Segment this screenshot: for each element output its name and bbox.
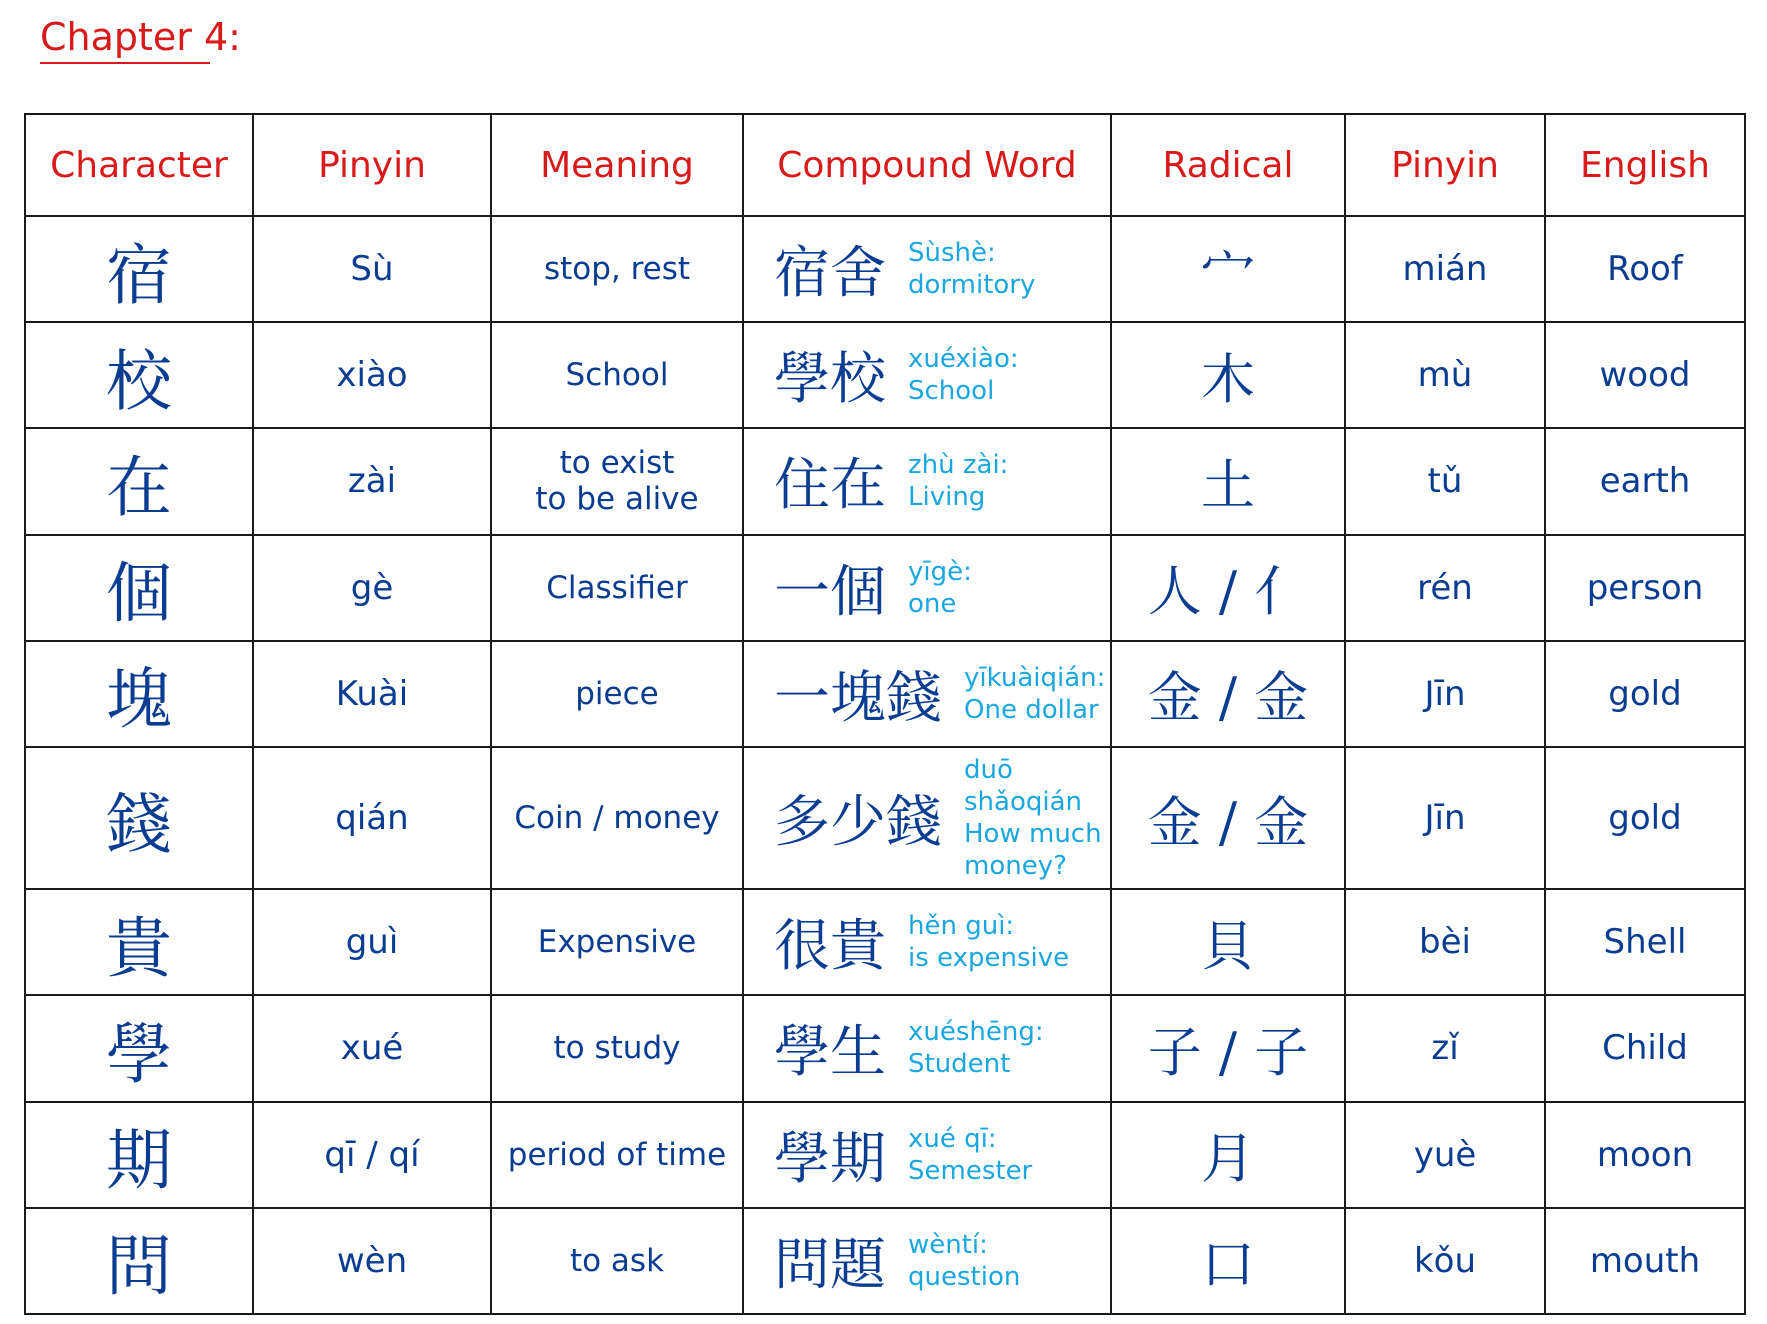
compound-cell	[743, 428, 1111, 534]
compound-group	[750, 335, 1104, 415]
character-cell: 問	[25, 1208, 253, 1314]
meaning-cell: period of time	[491, 1102, 743, 1208]
radical-cell: 人 / 亻	[1111, 535, 1345, 641]
meaning-cell: School	[491, 322, 743, 428]
title-underline	[40, 62, 210, 64]
english-cell: person	[1545, 535, 1745, 641]
compound-gloss	[964, 754, 1104, 882]
table-row	[25, 747, 1745, 889]
table-row	[25, 322, 1745, 428]
radical-pinyin-cell: mù	[1345, 322, 1545, 428]
compound-cell	[743, 641, 1111, 747]
compound-pinyin: xuéshēng:	[908, 1017, 1044, 1048]
meaning-cell: stop, rest	[491, 216, 743, 322]
compound-pinyin: zhù zài:	[908, 450, 1009, 481]
meaning-cell: to study	[491, 995, 743, 1101]
compound-cell	[743, 995, 1111, 1101]
radical-pinyin-cell: rén	[1345, 535, 1545, 641]
radical-cell: 口	[1111, 1208, 1345, 1314]
table-row	[25, 1208, 1745, 1314]
pinyin-cell: qī / qí	[253, 1102, 491, 1208]
compound-meaning: School	[908, 376, 995, 407]
character-cell: 學	[25, 995, 253, 1101]
meaning-cell: Coin / money	[491, 747, 743, 889]
header-row	[25, 114, 1745, 216]
radical-pinyin-cell: mián	[1345, 216, 1545, 322]
compound-cell	[743, 322, 1111, 428]
table-row	[25, 216, 1745, 322]
compound-word: 住在	[774, 453, 886, 519]
english-cell: gold	[1545, 747, 1745, 889]
character-cell: 個	[25, 535, 253, 641]
character-cell: 在	[25, 428, 253, 534]
compound-group	[750, 654, 1104, 734]
compound-meaning: is expensive	[908, 943, 1070, 974]
compound-gloss	[908, 556, 972, 620]
header-character: Character	[25, 114, 253, 216]
compound-word: 一塊錢	[774, 665, 942, 731]
pinyin-cell: Sù	[253, 216, 491, 322]
compound-meaning: One dollar	[964, 694, 1099, 725]
radical-pinyin-cell: yuè	[1345, 1102, 1545, 1208]
compound-word: 學生	[774, 1020, 886, 1086]
header-meaning: Meaning	[491, 114, 743, 216]
pinyin-cell: wèn	[253, 1208, 491, 1314]
pinyin-cell: xué	[253, 995, 491, 1101]
meaning-cell: Expensive	[491, 889, 743, 995]
header-english: English	[1545, 114, 1745, 216]
pinyin-cell: xiào	[253, 322, 491, 428]
table-row	[25, 641, 1745, 747]
table-row	[25, 1102, 1745, 1208]
radical-pinyin-cell: Jīn	[1345, 641, 1545, 747]
compound-cell	[743, 216, 1111, 322]
compound-group	[750, 902, 1104, 982]
compound-gloss	[964, 662, 1105, 726]
english-cell: wood	[1545, 322, 1745, 428]
english-cell: Child	[1545, 995, 1745, 1101]
meaning-cell: Classifier	[491, 535, 743, 641]
compound-pinyin: duō shǎoqián	[964, 755, 1083, 818]
compound-pinyin: wèntí:	[908, 1229, 988, 1260]
character-cell: 宿	[25, 216, 253, 322]
radical-pinyin-cell: zǐ	[1345, 995, 1545, 1101]
compound-group	[750, 754, 1104, 882]
compound-word: 宿舍	[774, 241, 886, 307]
meaning-cell: piece	[491, 641, 743, 747]
compound-group	[750, 548, 1104, 628]
compound-gloss	[908, 910, 1069, 974]
header-compound-word: Compound Word	[743, 114, 1111, 216]
compound-pinyin: xuéxiào:	[908, 344, 1019, 375]
meaning-cell: to ask	[491, 1208, 743, 1314]
character-cell: 校	[25, 322, 253, 428]
radical-cell: 子 / 子	[1111, 995, 1345, 1101]
pinyin-cell: qián	[253, 747, 491, 889]
english-cell: earth	[1545, 428, 1745, 534]
compound-pinyin: xué qī:	[908, 1123, 997, 1154]
compound-cell	[743, 535, 1111, 641]
radical-cell: 宀	[1111, 216, 1345, 322]
compound-group	[750, 229, 1104, 309]
compound-cell	[743, 1102, 1111, 1208]
compound-meaning: Living	[908, 482, 986, 513]
compound-meaning: How much money?	[964, 819, 1102, 882]
compound-pinyin: hěn guì:	[908, 911, 1015, 942]
compound-meaning: question	[908, 1261, 1021, 1292]
english-cell: mouth	[1545, 1208, 1745, 1314]
character-cell: 塊	[25, 641, 253, 747]
pinyin-cell: Kuài	[253, 641, 491, 747]
compound-gloss	[908, 237, 1035, 301]
pinyin-cell: gè	[253, 535, 491, 641]
meaning-cell: to exist to be alive	[491, 428, 743, 534]
compound-word: 學期	[774, 1126, 886, 1192]
character-cell: 貴	[25, 889, 253, 995]
radical-cell: 月	[1111, 1102, 1345, 1208]
compound-meaning: Student	[908, 1049, 1011, 1080]
header-radical-pinyin: Pinyin	[1345, 114, 1545, 216]
table-row	[25, 995, 1745, 1101]
english-cell: Roof	[1545, 216, 1745, 322]
compound-word: 一個	[774, 559, 886, 625]
compound-gloss	[908, 449, 1008, 513]
compound-pinyin: yīkuàiqián:	[964, 662, 1106, 693]
compound-cell	[743, 747, 1111, 889]
radical-pinyin-cell: tǔ	[1345, 428, 1545, 534]
vocabulary-table	[24, 113, 1746, 1315]
header-pinyin: Pinyin	[253, 114, 491, 216]
compound-pinyin: Sùshè:	[908, 238, 996, 269]
table-row	[25, 889, 1745, 995]
compound-word: 多少錢	[774, 790, 942, 856]
compound-cell	[743, 1208, 1111, 1314]
english-cell: Shell	[1545, 889, 1745, 995]
radical-cell: 金 / 金	[1111, 747, 1345, 889]
header-radical: Radical	[1111, 114, 1345, 216]
pinyin-cell: zài	[253, 428, 491, 534]
compound-cell	[743, 889, 1111, 995]
english-cell: gold	[1545, 641, 1745, 747]
character-cell: 期	[25, 1102, 253, 1208]
compound-word: 學校	[774, 347, 886, 413]
compound-word: 很貴	[774, 914, 886, 980]
compound-group	[750, 1221, 1104, 1301]
table-row	[25, 428, 1745, 534]
radical-cell: 土	[1111, 428, 1345, 534]
radical-pinyin-cell: Jīn	[1345, 747, 1545, 889]
radical-pinyin-cell: bèi	[1345, 889, 1545, 995]
compound-group	[750, 441, 1104, 521]
compound-gloss	[908, 343, 1019, 407]
character-cell: 錢	[25, 747, 253, 889]
radical-cell: 貝	[1111, 889, 1345, 995]
english-cell: moon	[1545, 1102, 1745, 1208]
pinyin-cell: guì	[253, 889, 491, 995]
compound-pinyin: yīgè:	[908, 556, 972, 587]
compound-meaning: one	[908, 588, 957, 619]
compound-meaning: Semester	[908, 1155, 1033, 1186]
table-row	[25, 535, 1745, 641]
compound-group	[750, 1008, 1104, 1088]
page-title: Chapter 4:	[40, 15, 241, 59]
radical-cell: 金 / 金	[1111, 641, 1345, 747]
vocabulary-rows	[25, 216, 1745, 1314]
compound-group	[750, 1115, 1104, 1195]
radical-pinyin-cell: kǒu	[1345, 1208, 1545, 1314]
radical-cell: 木	[1111, 322, 1345, 428]
compound-word: 問題	[774, 1232, 886, 1298]
compound-meaning: dormitory	[908, 270, 1036, 301]
compound-gloss	[908, 1016, 1044, 1080]
compound-gloss	[908, 1123, 1032, 1187]
compound-gloss	[908, 1229, 1020, 1293]
